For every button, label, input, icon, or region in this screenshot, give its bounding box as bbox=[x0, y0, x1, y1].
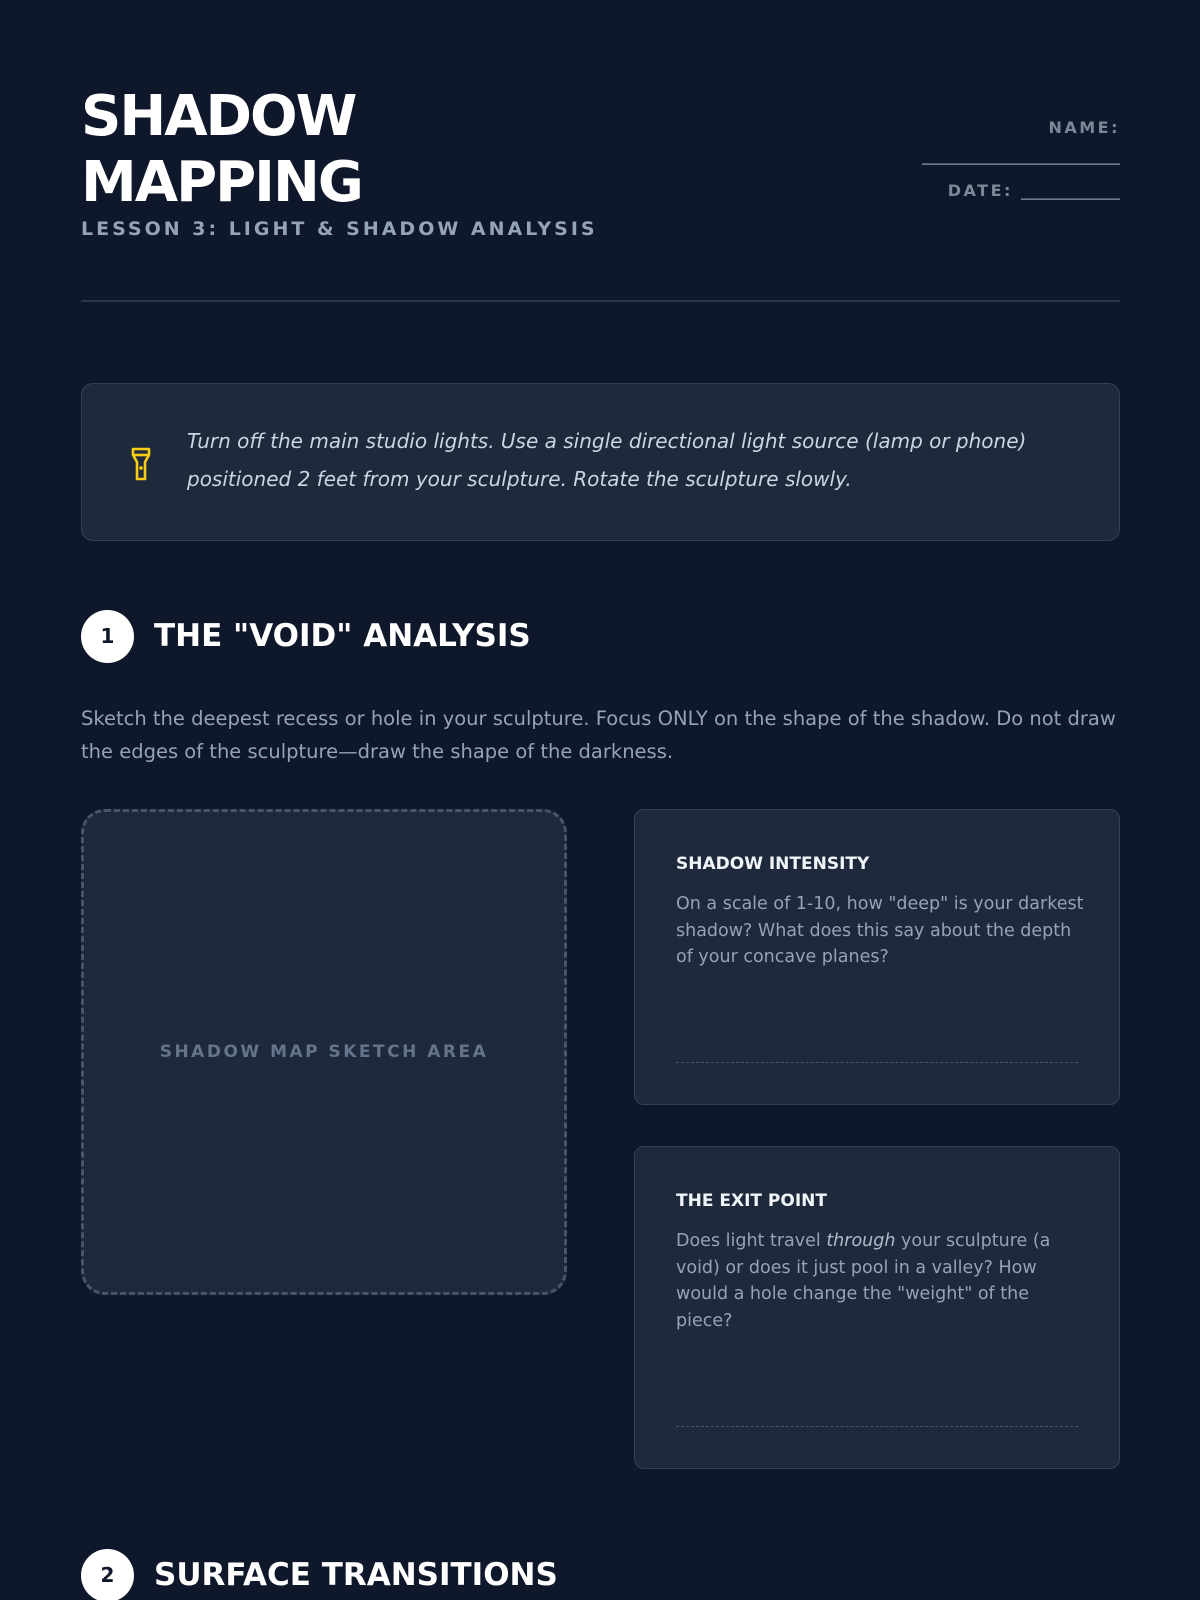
name-field[interactable]: ______________________ bbox=[922, 145, 1120, 166]
instruction-box bbox=[81, 383, 1120, 541]
card-title: THE EXIT POINT bbox=[676, 1191, 827, 1211]
question-text-start: Does light travel bbox=[676, 1231, 827, 1251]
section-title: THE "VOID" ANALYSIS bbox=[154, 618, 531, 654]
sketch-area-label: SHADOW MAP SKETCH AREA bbox=[159, 1042, 489, 1062]
section-number-badge: 1 bbox=[81, 610, 134, 663]
sketch-area[interactable] bbox=[81, 809, 567, 1295]
date-label: DATE: bbox=[947, 181, 1013, 200]
header-divider bbox=[81, 300, 1120, 302]
section-2-heading bbox=[81, 1548, 558, 1600]
card-question: On a scale of 1-10, how "deep" is your darkest shadow? What does this say about the depth of your concave planes? bbox=[676, 894, 1084, 967]
question-emphasis: through bbox=[826, 1231, 896, 1251]
section-1-heading bbox=[81, 609, 531, 663]
section-title: SURFACE TRANSITIONS bbox=[154, 1557, 558, 1593]
answer-line[interactable] bbox=[676, 1426, 1078, 1427]
title-line-1: SHADOW bbox=[81, 84, 356, 149]
question-text-end: your sculpture (a void) or does it just pool in a valley? How would a hole change the "weight" of the piece? bbox=[676, 1231, 1051, 1331]
page-title bbox=[81, 84, 501, 216]
date-row bbox=[922, 180, 1120, 201]
card-question bbox=[676, 1228, 1086, 1334]
answer-line[interactable] bbox=[676, 1062, 1078, 1063]
flashlight-icon bbox=[130, 446, 152, 482]
name-label: NAME: bbox=[1048, 118, 1120, 137]
worksheet-page bbox=[81, 0, 1120, 1600]
section-number-badge: 2 bbox=[81, 1549, 134, 1600]
card-title: SHADOW INTENSITY bbox=[676, 854, 870, 874]
student-info bbox=[922, 118, 1120, 201]
section-description: Sketch the deepest recess or hole in your sculpture. Focus ONLY on the shape of the shadow. Do not draw the edges of the sculpture—draw the shape of the darkness. bbox=[81, 707, 1116, 763]
question-card-exit-point bbox=[634, 1146, 1120, 1469]
date-field[interactable]: ___________ bbox=[1021, 180, 1120, 201]
lesson-subtitle: LESSON 3: LIGHT & SHADOW ANALYSIS bbox=[81, 218, 598, 240]
instruction-text: Turn off the main studio lights. Use a single directional light source (lamp or phone) positioned 2 feet from your sculpture. Rotate the sculpture slowly. bbox=[187, 429, 1027, 491]
question-card-shadow-intensity bbox=[634, 809, 1120, 1105]
title-line-2: MAPPING bbox=[81, 150, 362, 215]
